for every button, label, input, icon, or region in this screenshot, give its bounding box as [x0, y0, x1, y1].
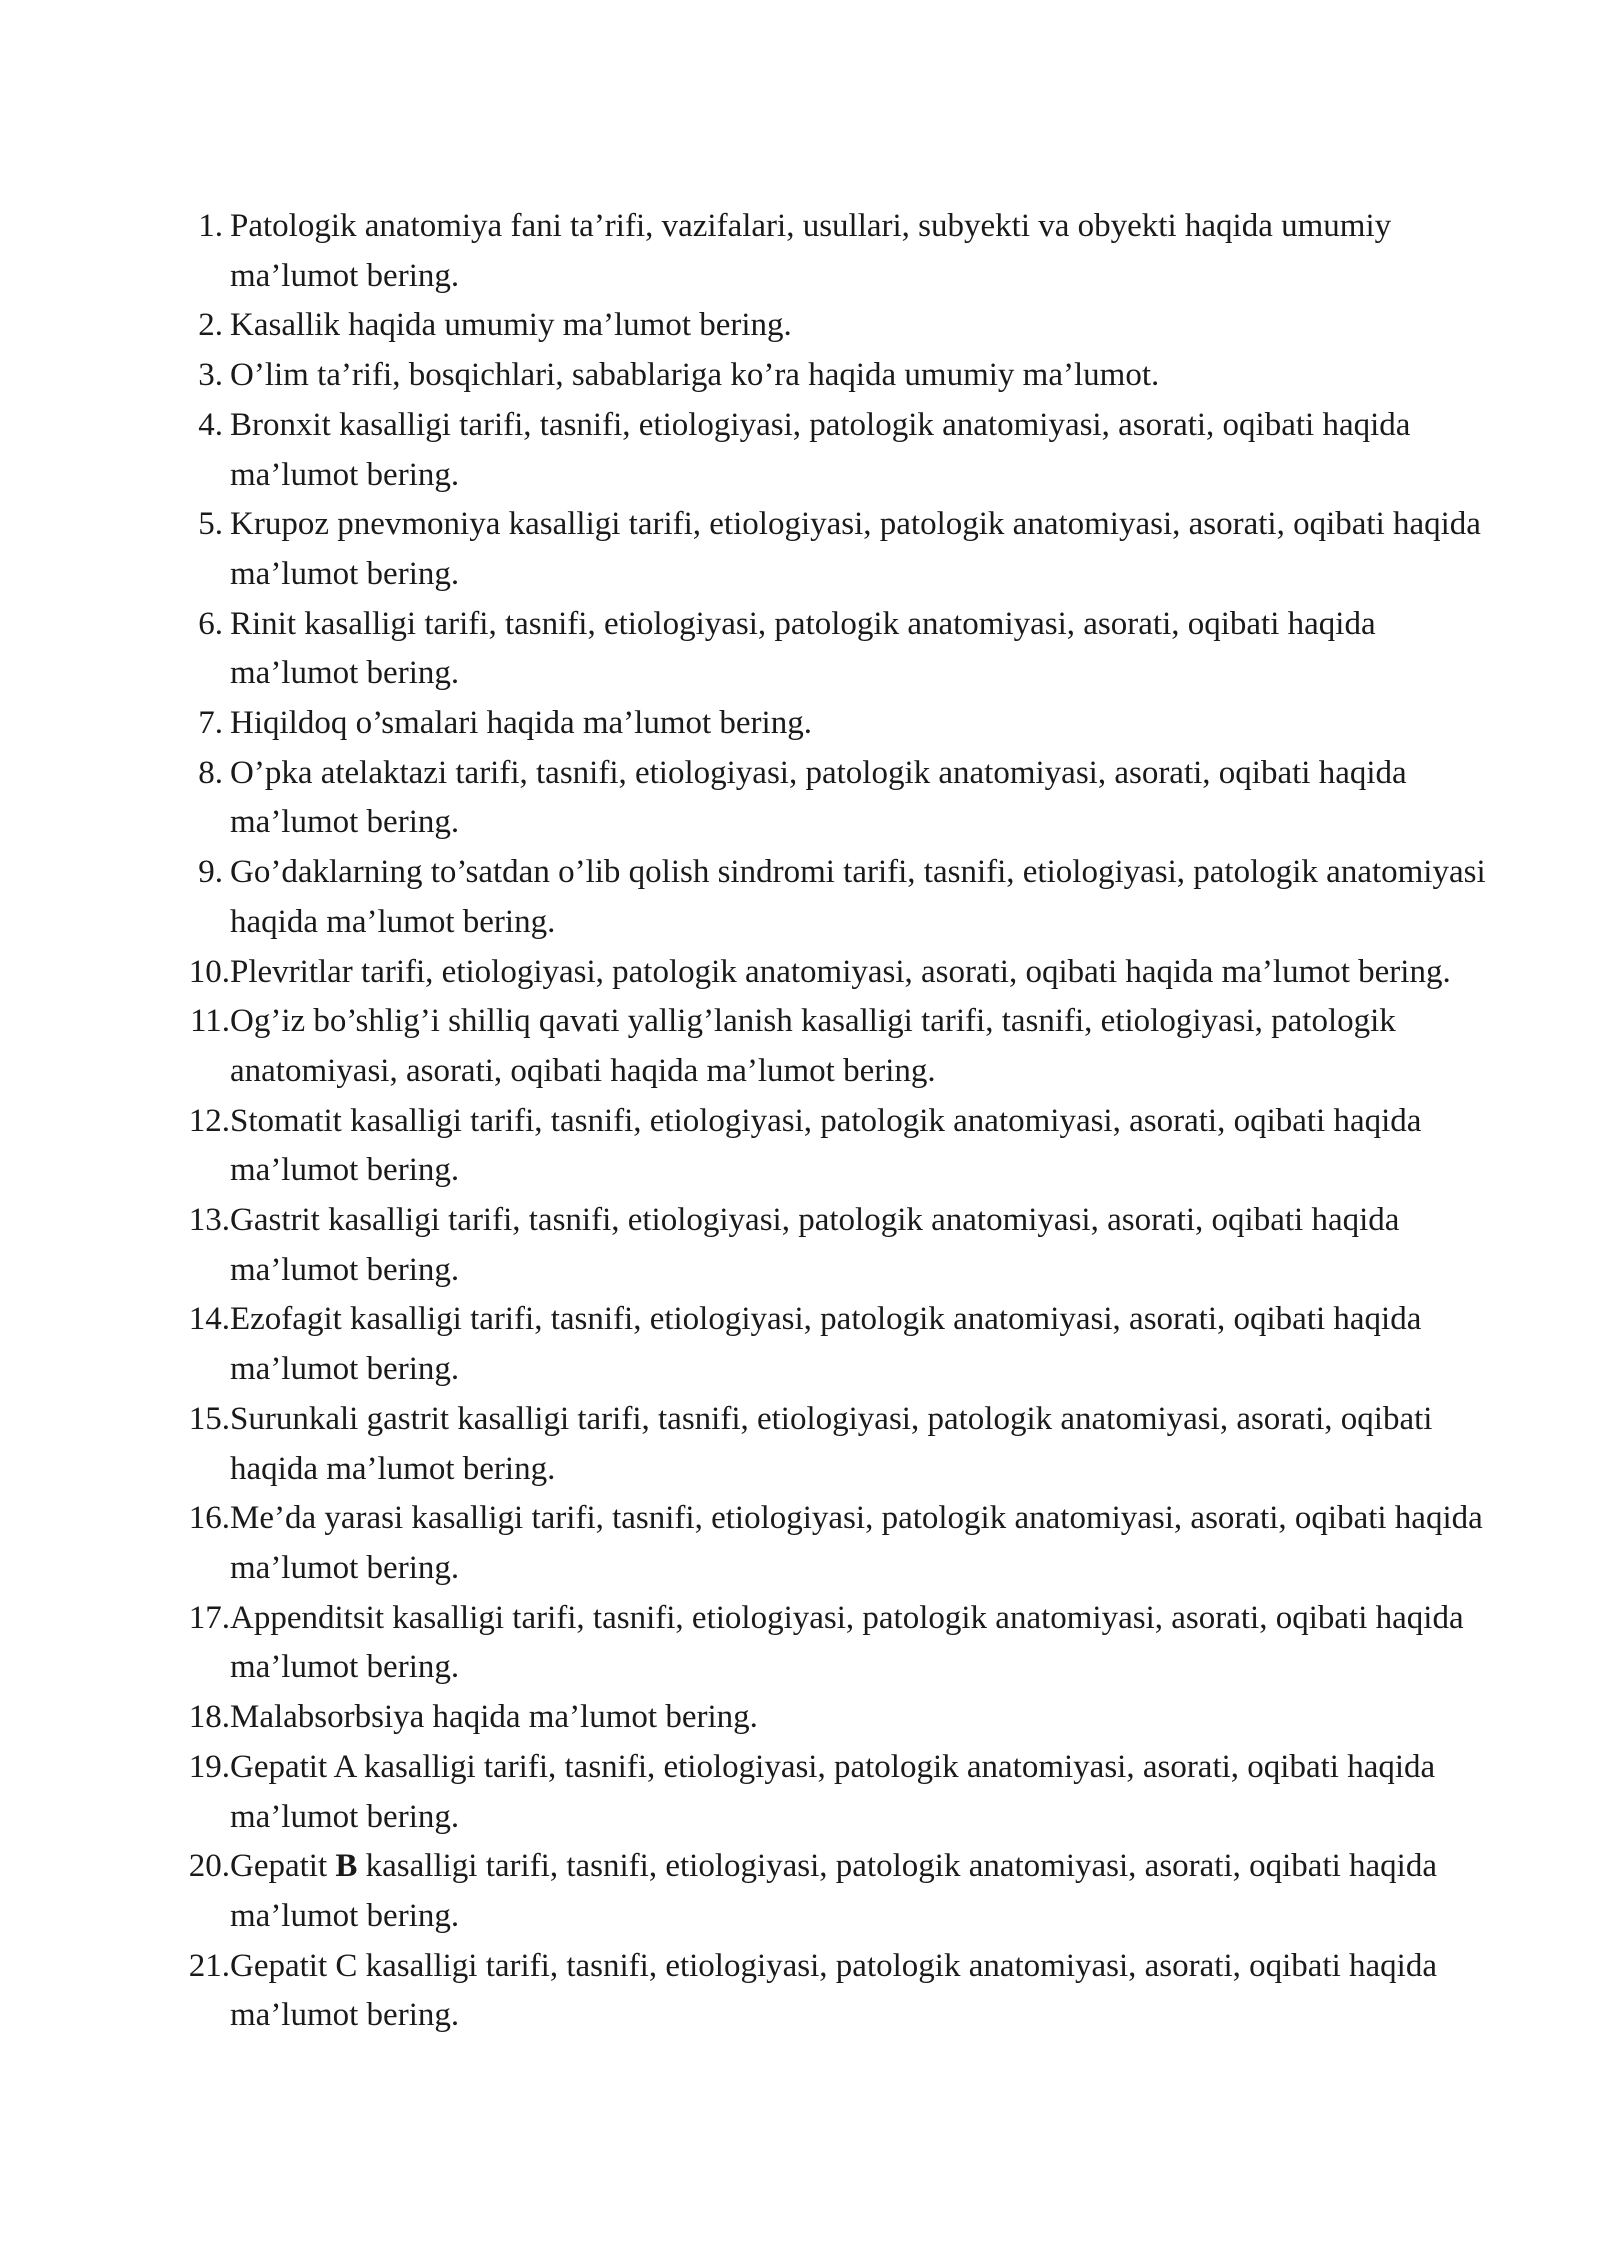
- list-item: [175, 997, 1505, 1096]
- list-item: [175, 848, 1505, 947]
- item-text: Gastrit kasalligi tarifi, tasnifi, etiologiyasi, patologik anatomiyasi, asorati, oqibati haqida ma’lumot bering.: [230, 1202, 1400, 1288]
- item-number: 14.: [188, 1301, 230, 1338]
- item-text: Gepatit C kasalligi tarifi, tasnifi, etiologiyasi, patologik anatomiyasi, asorati, oqibati haqida ma’lumot bering.: [230, 1947, 1437, 2034]
- item-text: Gepatit A kasalligi tarifi, tasnifi, etiologiyasi, patologik anatomiyasi, asorati, oqibati haqida ma’lumot bering.: [230, 1748, 1436, 1835]
- item-number: 20.: [188, 1848, 230, 1885]
- list-item: [175, 1494, 1505, 1593]
- list-item: [175, 1196, 1505, 1295]
- item-number: 6.: [198, 605, 223, 642]
- item-number: 2.: [198, 307, 223, 344]
- item-number: 15.: [188, 1400, 230, 1437]
- list-item: [175, 1743, 1505, 1842]
- item-number: 10.: [188, 953, 230, 990]
- item-number: 3.: [198, 357, 223, 394]
- item-text: O’lim ta’rifi, bosqichlari, sabablariga ko’ra haqida umumiy ma’lumot.: [230, 357, 1160, 394]
- item-text: Stomatit kasalligi tarifi, tasnifi, etiologiyasi, patologik anatomiyasi, asorati, oqibati haqida ma’lumot bering.: [230, 1102, 1422, 1189]
- list-item: [175, 749, 1505, 848]
- item-number: 12.: [188, 1102, 230, 1139]
- item-text: Appenditsit kasalligi tarifi, tasnifi, etiologiyasi, patologik anatomiyasi, asorati, oqibati haqida ma’lumot bering.: [230, 1599, 1464, 1686]
- item-text: Patologik anatomiya fani ta’rifi, vazifalari, usullari, subyekti va obyekti haqida umumiy ma’lumot bering.: [230, 208, 1392, 294]
- list-item: [175, 500, 1505, 599]
- item-text: Og’iz bo’shlig’i shilliq qavati yallig’lanish kasalligi tarifi, tasnifi, etiologiyasi, patologik anatomiyasi, asorati, oqibati haqida ma’lumot bering.: [230, 1003, 1396, 1089]
- item-text: Malabsorbsiya haqida ma’lumot bering.: [230, 1699, 758, 1736]
- item-text: Go’daklarning to’satdan o’lib qolish sindromi tarifi, tasnifi, etiologiyasi, patologik anatomiyasi haqida ma’lumot bering.: [230, 854, 1486, 940]
- item-text: Bronxit kasalligi tarifi, tasnifi, etiologiyasi, patologik anatomiyasi, asorati, oqibati haqida ma’lumot bering.: [230, 406, 1411, 493]
- item-text: Me’da yarasi kasalligi tarifi, tasnifi, etiologiyasi, patologik anatomiyasi, asorati, oqibati haqida ma’lumot bering.: [230, 1500, 1483, 1586]
- item-number: 8.: [198, 754, 223, 791]
- item-text-part: kasalligi tarifi, tasnifi, etiologiyasi, patologik anatomiyasi, asorati, oqibati haqida ma’lumot bering.: [230, 1848, 1437, 1934]
- item-text: Hiqildoq o’smalari haqida ma’lumot bering.: [230, 705, 812, 742]
- list-item: [175, 948, 1505, 998]
- item-number: 16.: [188, 1500, 230, 1537]
- list-item: [175, 1295, 1505, 1394]
- list-item: [175, 301, 1505, 351]
- item-number: 13.: [188, 1202, 230, 1239]
- question-list: [175, 202, 1505, 2041]
- list-item: [175, 1395, 1505, 1494]
- item-text: O’pka atelaktazi tarifi, tasnifi, etiologiyasi, patologik anatomiyasi, asorati, oqibati haqida ma’lumot bering.: [230, 754, 1407, 841]
- list-item: [175, 1942, 1505, 2041]
- item-text: [230, 1842, 1505, 1941]
- item-number: 11.: [189, 1003, 230, 1040]
- list-item: [175, 1842, 1505, 1941]
- item-text: Rinit kasalligi tarifi, tasnifi, etiologiyasi, patologik anatomiyasi, asorati, oqibati haqida ma’lumot bering.: [230, 605, 1376, 692]
- item-text-bold: B: [335, 1848, 358, 1885]
- item-text-part: Gepatit: [230, 1848, 336, 1885]
- list-item: [175, 401, 1505, 500]
- list-item: [175, 1594, 1505, 1693]
- item-number: 1.: [198, 208, 223, 244]
- item-number: 21.: [188, 1947, 230, 1984]
- item-text: Krupoz pnevmoniya kasalligi tarifi, etiologiyasi, patologik anatomiyasi, asorati, oqibati haqida ma’lumot bering.: [230, 506, 1481, 592]
- item-number: 7.: [198, 705, 223, 742]
- item-number: 4.: [198, 406, 223, 443]
- item-text: Ezofagit kasalligi tarifi, tasnifi, etiologiyasi, patologik anatomiyasi, asorati, oqibati haqida ma’lumot bering.: [230, 1301, 1422, 1388]
- item-text: Kasallik haqida umumiy ma’lumot bering.: [230, 307, 792, 344]
- item-number: 5.: [198, 506, 223, 543]
- item-text: Surunkali gastrit kasalligi tarifi, tasnifi, etiologiyasi, patologik anatomiyasi, asorati, oqibati haqida ma’lumot bering.: [230, 1400, 1433, 1487]
- list-item: [175, 351, 1505, 401]
- list-item: [175, 1693, 1505, 1743]
- item-number: 19.: [188, 1748, 230, 1785]
- item-text: Plevritlar tarifi, etiologiyasi, patologik anatomiyasi, asorati, oqibati haqida ma’lumot bering.: [230, 953, 1451, 990]
- list-item: [175, 699, 1505, 749]
- list-item: [175, 600, 1505, 699]
- item-number: 9.: [198, 854, 223, 891]
- list-item: [175, 202, 1505, 301]
- item-number: 17.: [188, 1599, 230, 1636]
- list-item: [175, 1097, 1505, 1196]
- item-number: 18.: [188, 1699, 230, 1736]
